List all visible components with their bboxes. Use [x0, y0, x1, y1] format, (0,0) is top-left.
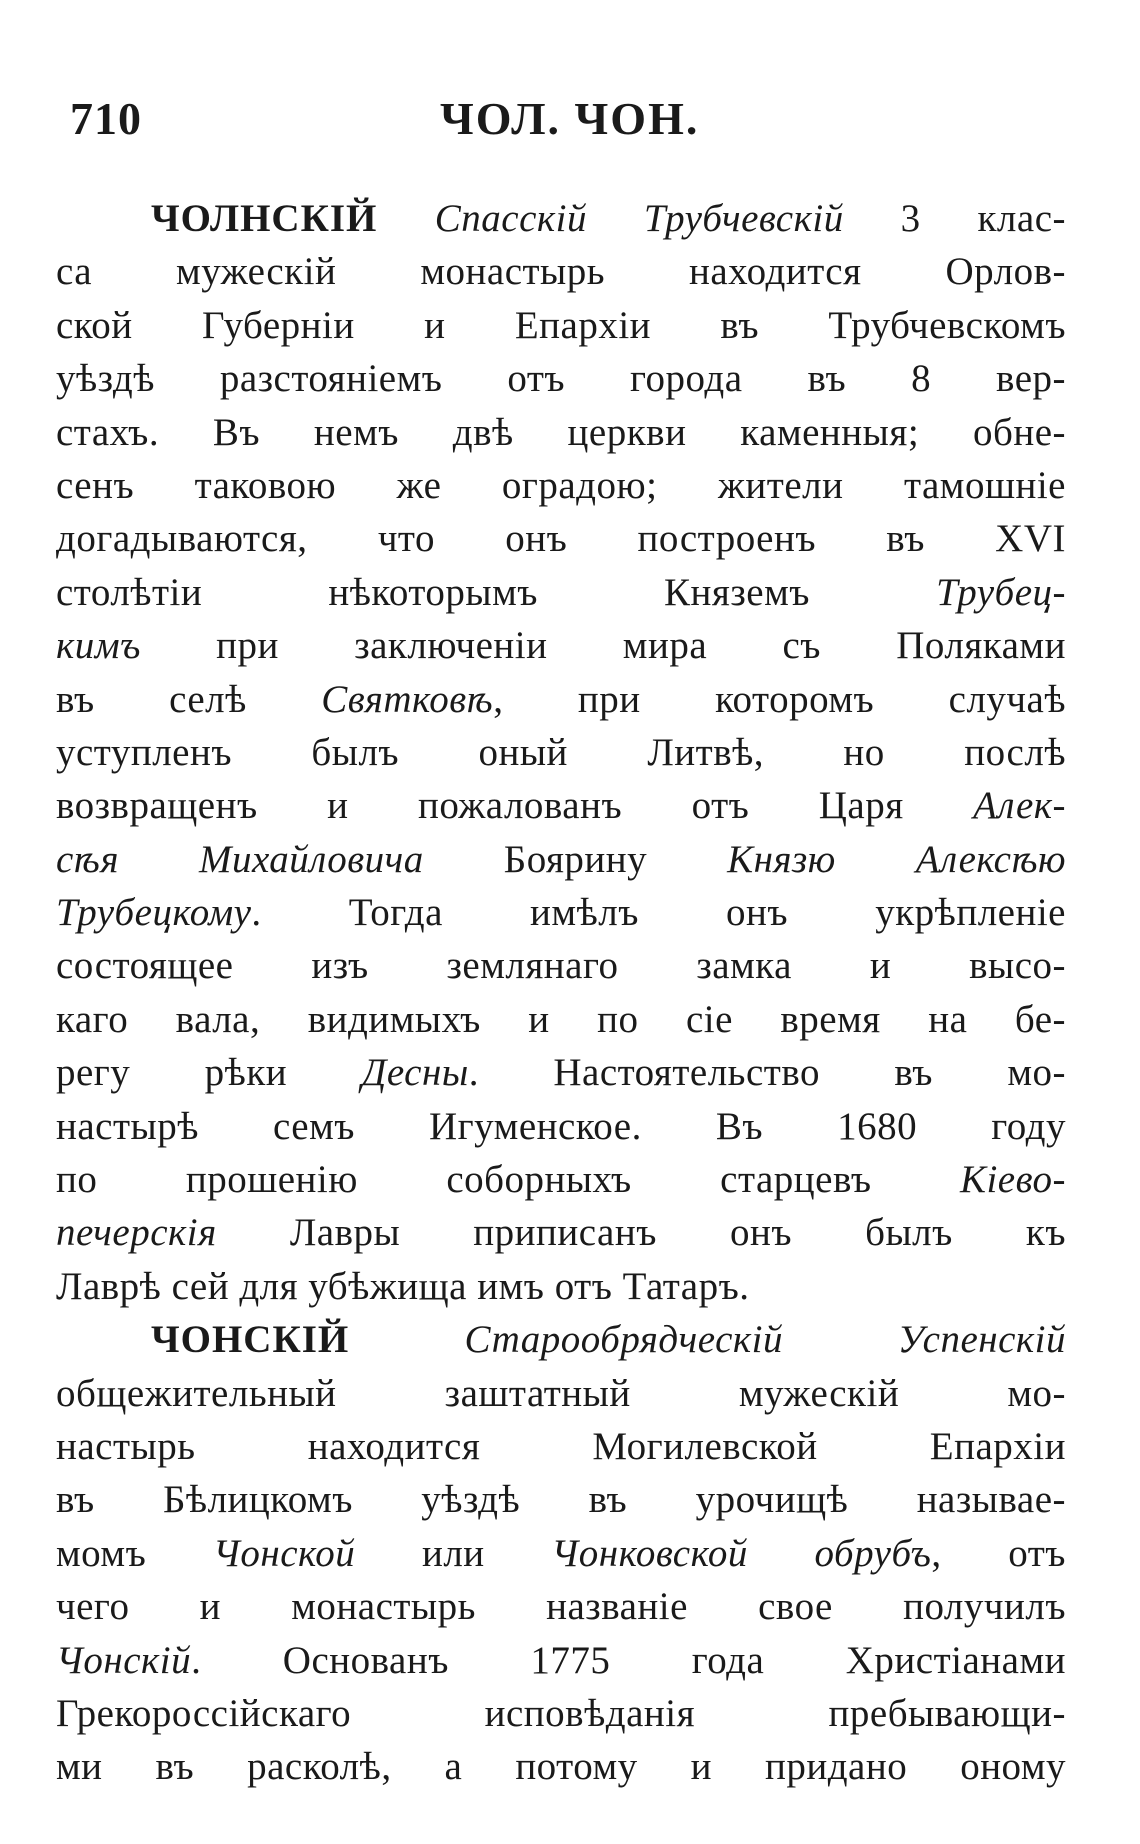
text-run: сенъ таковою же оградою; жители тамошніе	[56, 463, 1066, 507]
entry-title-italic: Спасскій Трубчевскій	[434, 197, 844, 240]
italic-name: Трубецкому	[56, 891, 252, 935]
text-run: регу рѣки	[56, 1051, 362, 1095]
page-number: 710	[70, 93, 142, 144]
text-run: . Тогда имѣлъ онъ укрѣпленіе	[251, 891, 1066, 935]
italic-name: сѣя Михайловича	[56, 837, 424, 881]
text-run: возвращенъ и пожалованъ отъ Царя	[56, 784, 974, 828]
italic-name: Кіево-	[960, 1158, 1066, 1202]
text-run: ской Губерніи и Епархіи въ Трубчевскомъ	[56, 303, 1066, 347]
text-run: настырѣ семъ Игуменское. Въ 1680 году	[56, 1104, 1066, 1148]
running-head: ЧОЛ. ЧОН.	[440, 93, 700, 144]
text-line	[56, 1313, 1066, 1366]
italic-name: Чонковской обрубъ	[551, 1531, 932, 1575]
text-run: въ селѣ	[56, 677, 322, 721]
text-line	[56, 993, 1066, 1046]
text-line	[56, 1420, 1066, 1473]
text-run: Лавры приписанъ онъ былъ къ	[216, 1211, 1066, 1255]
text-line	[56, 673, 1066, 726]
text-run: чего и монастырь названіе свое получилъ	[56, 1585, 1066, 1629]
text-run: въ Бѣлицкомъ уѣздѣ въ урочищѣ называе-	[56, 1478, 1066, 1522]
italic-name: Святковѣ	[321, 677, 494, 721]
text-line	[56, 1687, 1066, 1740]
text-run: или	[355, 1531, 552, 1575]
text-line	[56, 1527, 1066, 1580]
italic-name: Князю Алексѣю	[727, 837, 1066, 881]
text-run: общежительный заштатный мужескій мо-	[56, 1371, 1066, 1415]
text-line	[56, 1634, 1066, 1687]
text-line	[56, 939, 1066, 992]
text-run: момъ	[56, 1531, 213, 1575]
text-run: уступленъ былъ оный Литвѣ, но послѣ	[56, 730, 1066, 774]
text-line	[56, 779, 1066, 832]
text-run: каго вала, видимыхъ и по сіе время на бе-	[56, 997, 1066, 1041]
text-run: столѣтіи нѣкоторымъ Княземъ	[56, 570, 937, 614]
text-line	[56, 1046, 1066, 1099]
text-run: догадываются, что онъ построенъ въ XVI	[56, 517, 1066, 561]
text-line	[56, 459, 1066, 512]
text-line	[56, 352, 1066, 405]
italic-name: кимъ	[56, 624, 141, 668]
text-run: Лаврѣ сей для убѣжища имъ отъ Татаръ.	[56, 1264, 750, 1308]
italic-name: Чонской	[212, 1531, 356, 1575]
text-run: , при которомъ случаѣ	[493, 677, 1066, 721]
text-line	[56, 1367, 1066, 1420]
text-run: настырь находится Могилевской Епархіи	[56, 1424, 1066, 1468]
text-line	[56, 299, 1066, 352]
text-line	[56, 1260, 1066, 1313]
text-run: , отъ	[931, 1531, 1066, 1575]
italic-name: Алек-	[973, 784, 1066, 828]
text-line	[56, 406, 1066, 459]
italic-name: Трубец-	[936, 570, 1066, 614]
page-header	[70, 92, 750, 152]
text-line	[56, 1580, 1066, 1633]
body-text	[56, 192, 1066, 1794]
text-run: Боярину	[423, 837, 728, 881]
entry-headword: ЧОЛНСКІЙ	[151, 197, 435, 240]
text-line	[56, 886, 1066, 939]
text-run: по прошенію соборныхъ старцевъ	[56, 1158, 961, 1202]
text-run: са мужескій монастырь находится Орлов-	[56, 250, 1066, 294]
italic-name: печерскія	[56, 1211, 217, 1255]
text-line	[56, 833, 1066, 886]
text-line	[56, 566, 1066, 619]
text-run: стахъ. Въ немъ двѣ церкви каменныя; обне-	[56, 410, 1066, 454]
text-line	[56, 192, 1066, 245]
text-line	[56, 1206, 1066, 1259]
text-line	[56, 619, 1066, 672]
text-run: ми въ расколѣ, а потому и придано оному	[56, 1745, 1066, 1789]
entry-headword: ЧОНСКІЙ	[151, 1318, 465, 1362]
text-line	[56, 245, 1066, 298]
text-run: Грекороссійскаго исповѣданія пребывающи-	[56, 1691, 1066, 1735]
text-run: 3 клас-	[843, 197, 1066, 240]
text-run: при заключеніи мира съ Поляками	[140, 624, 1066, 668]
text-line	[56, 512, 1066, 565]
entry-title-italic: Старообрядческій Успенскій	[464, 1318, 1066, 1362]
text-run: уѣздѣ разстояніемъ отъ города въ 8 вер-	[56, 357, 1066, 401]
text-line	[56, 1100, 1066, 1153]
italic-name: Чонскій	[56, 1638, 192, 1682]
text-line	[56, 726, 1066, 779]
text-run: . Основанъ 1775 года Христіанами	[191, 1638, 1066, 1682]
text-run: . Настоятельство въ мо-	[468, 1051, 1066, 1095]
text-line	[56, 1153, 1066, 1206]
text-run: состоящее изъ землянаго замка и высо-	[56, 944, 1066, 988]
text-line	[56, 1740, 1066, 1793]
italic-name: Десны	[361, 1051, 469, 1095]
text-line	[56, 1473, 1066, 1526]
